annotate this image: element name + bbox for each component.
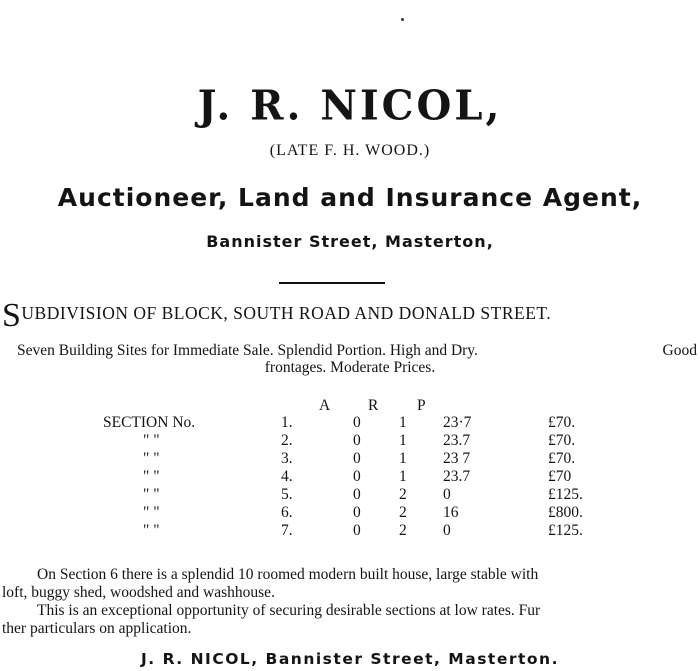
roods-value: 2 — [399, 504, 407, 521]
roods-value: 2 — [399, 522, 407, 539]
section-number: 3. — [281, 450, 293, 467]
roods-value: 1 — [399, 450, 407, 467]
price-value: £70. — [548, 432, 576, 449]
perches-value: 23 7 — [443, 450, 471, 467]
price-value: £70 — [548, 468, 572, 485]
listing-intro-line2: frontages. Moderate Prices. — [264, 359, 436, 376]
column-header-roods: R — [368, 397, 379, 414]
profession-title: Auctioneer, Land and Insurance Agent, — [57, 183, 643, 212]
price-value: £125. — [548, 486, 583, 503]
acres-value: 0 — [353, 432, 361, 449]
details-line-3: This is an exceptional opportunity of securing desirable sections at low rates. Fur — [37, 602, 541, 619]
perches-value: 23·7 — [443, 414, 472, 431]
roods-value: 1 — [399, 468, 407, 485]
section-number: 1. — [281, 414, 293, 431]
section-label: " " — [143, 432, 160, 449]
roods-value: 1 — [399, 414, 407, 431]
table-row — [103, 432, 608, 450]
table-row — [103, 504, 608, 522]
intro-text-end: Good — [662, 342, 697, 359]
advertiser-name: J. R. NICOL, — [197, 81, 503, 130]
section-label: " " — [143, 522, 160, 539]
section-number: 2. — [281, 432, 293, 449]
listing-intro-line1 — [17, 342, 697, 360]
section-label: " " — [143, 468, 160, 485]
listing-heading — [2, 297, 692, 334]
section-label: " " — [143, 450, 160, 467]
acres-value: 0 — [353, 522, 361, 539]
section-number: 6. — [281, 504, 293, 521]
section-label: SECTION No. — [103, 414, 196, 431]
perches-value: 0 — [443, 486, 451, 503]
table-row — [103, 468, 608, 486]
section-number: 7. — [281, 522, 293, 539]
price-value: £70. — [548, 414, 576, 431]
section-label: " " — [143, 486, 160, 503]
acres-value: 0 — [353, 450, 361, 467]
details-line-2: loft, buggy shed, woodshed and washhouse. — [2, 584, 275, 601]
section-label: " " — [143, 504, 160, 521]
print-speck — [401, 18, 404, 21]
acres-value: 0 — [353, 486, 361, 503]
table-row — [103, 522, 608, 540]
sections-table — [103, 414, 608, 540]
intro-text: Seven Building Sites for Immediate Sale. Splendid Portion. High and Dry. — [17, 342, 478, 359]
heading-text: UBDIVISION OF BLOCK, SOUTH ROAD AND DONALD STREET. — [21, 303, 552, 323]
acres-value: 0 — [353, 468, 361, 485]
acres-value: 0 — [353, 414, 361, 431]
section-number: 4. — [281, 468, 293, 485]
roods-value: 2 — [399, 486, 407, 503]
acres-value: 0 — [353, 504, 361, 521]
business-address: Bannister Street, Masterton, — [206, 232, 494, 251]
heading-initial: S — [2, 297, 22, 334]
divider-rule — [279, 282, 385, 284]
footer-signature: J. R. NICOL, Bannister Street, Masterton. — [141, 650, 559, 668]
former-firm: (LATE F. H. WOOD.) — [269, 142, 431, 159]
section-number: 5. — [281, 486, 293, 503]
table-row — [103, 414, 608, 432]
perches-value: 23.7 — [443, 432, 471, 449]
perches-value: 16 — [443, 504, 459, 521]
roods-value: 1 — [399, 432, 407, 449]
column-header-acres: A — [319, 397, 331, 414]
perches-value: 23.7 — [443, 468, 471, 485]
column-header-perches: P — [417, 397, 426, 414]
table-row — [103, 486, 608, 504]
table-row — [103, 450, 608, 468]
price-value: £800. — [548, 504, 583, 521]
perches-value: 0 — [443, 522, 451, 539]
details-line-1: On Section 6 there is a splendid 10 roomed modern built house, large stable with — [37, 566, 539, 583]
details-line-4: ther particulars on application. — [2, 620, 192, 637]
price-value: £125. — [548, 522, 583, 539]
price-value: £70. — [548, 450, 576, 467]
